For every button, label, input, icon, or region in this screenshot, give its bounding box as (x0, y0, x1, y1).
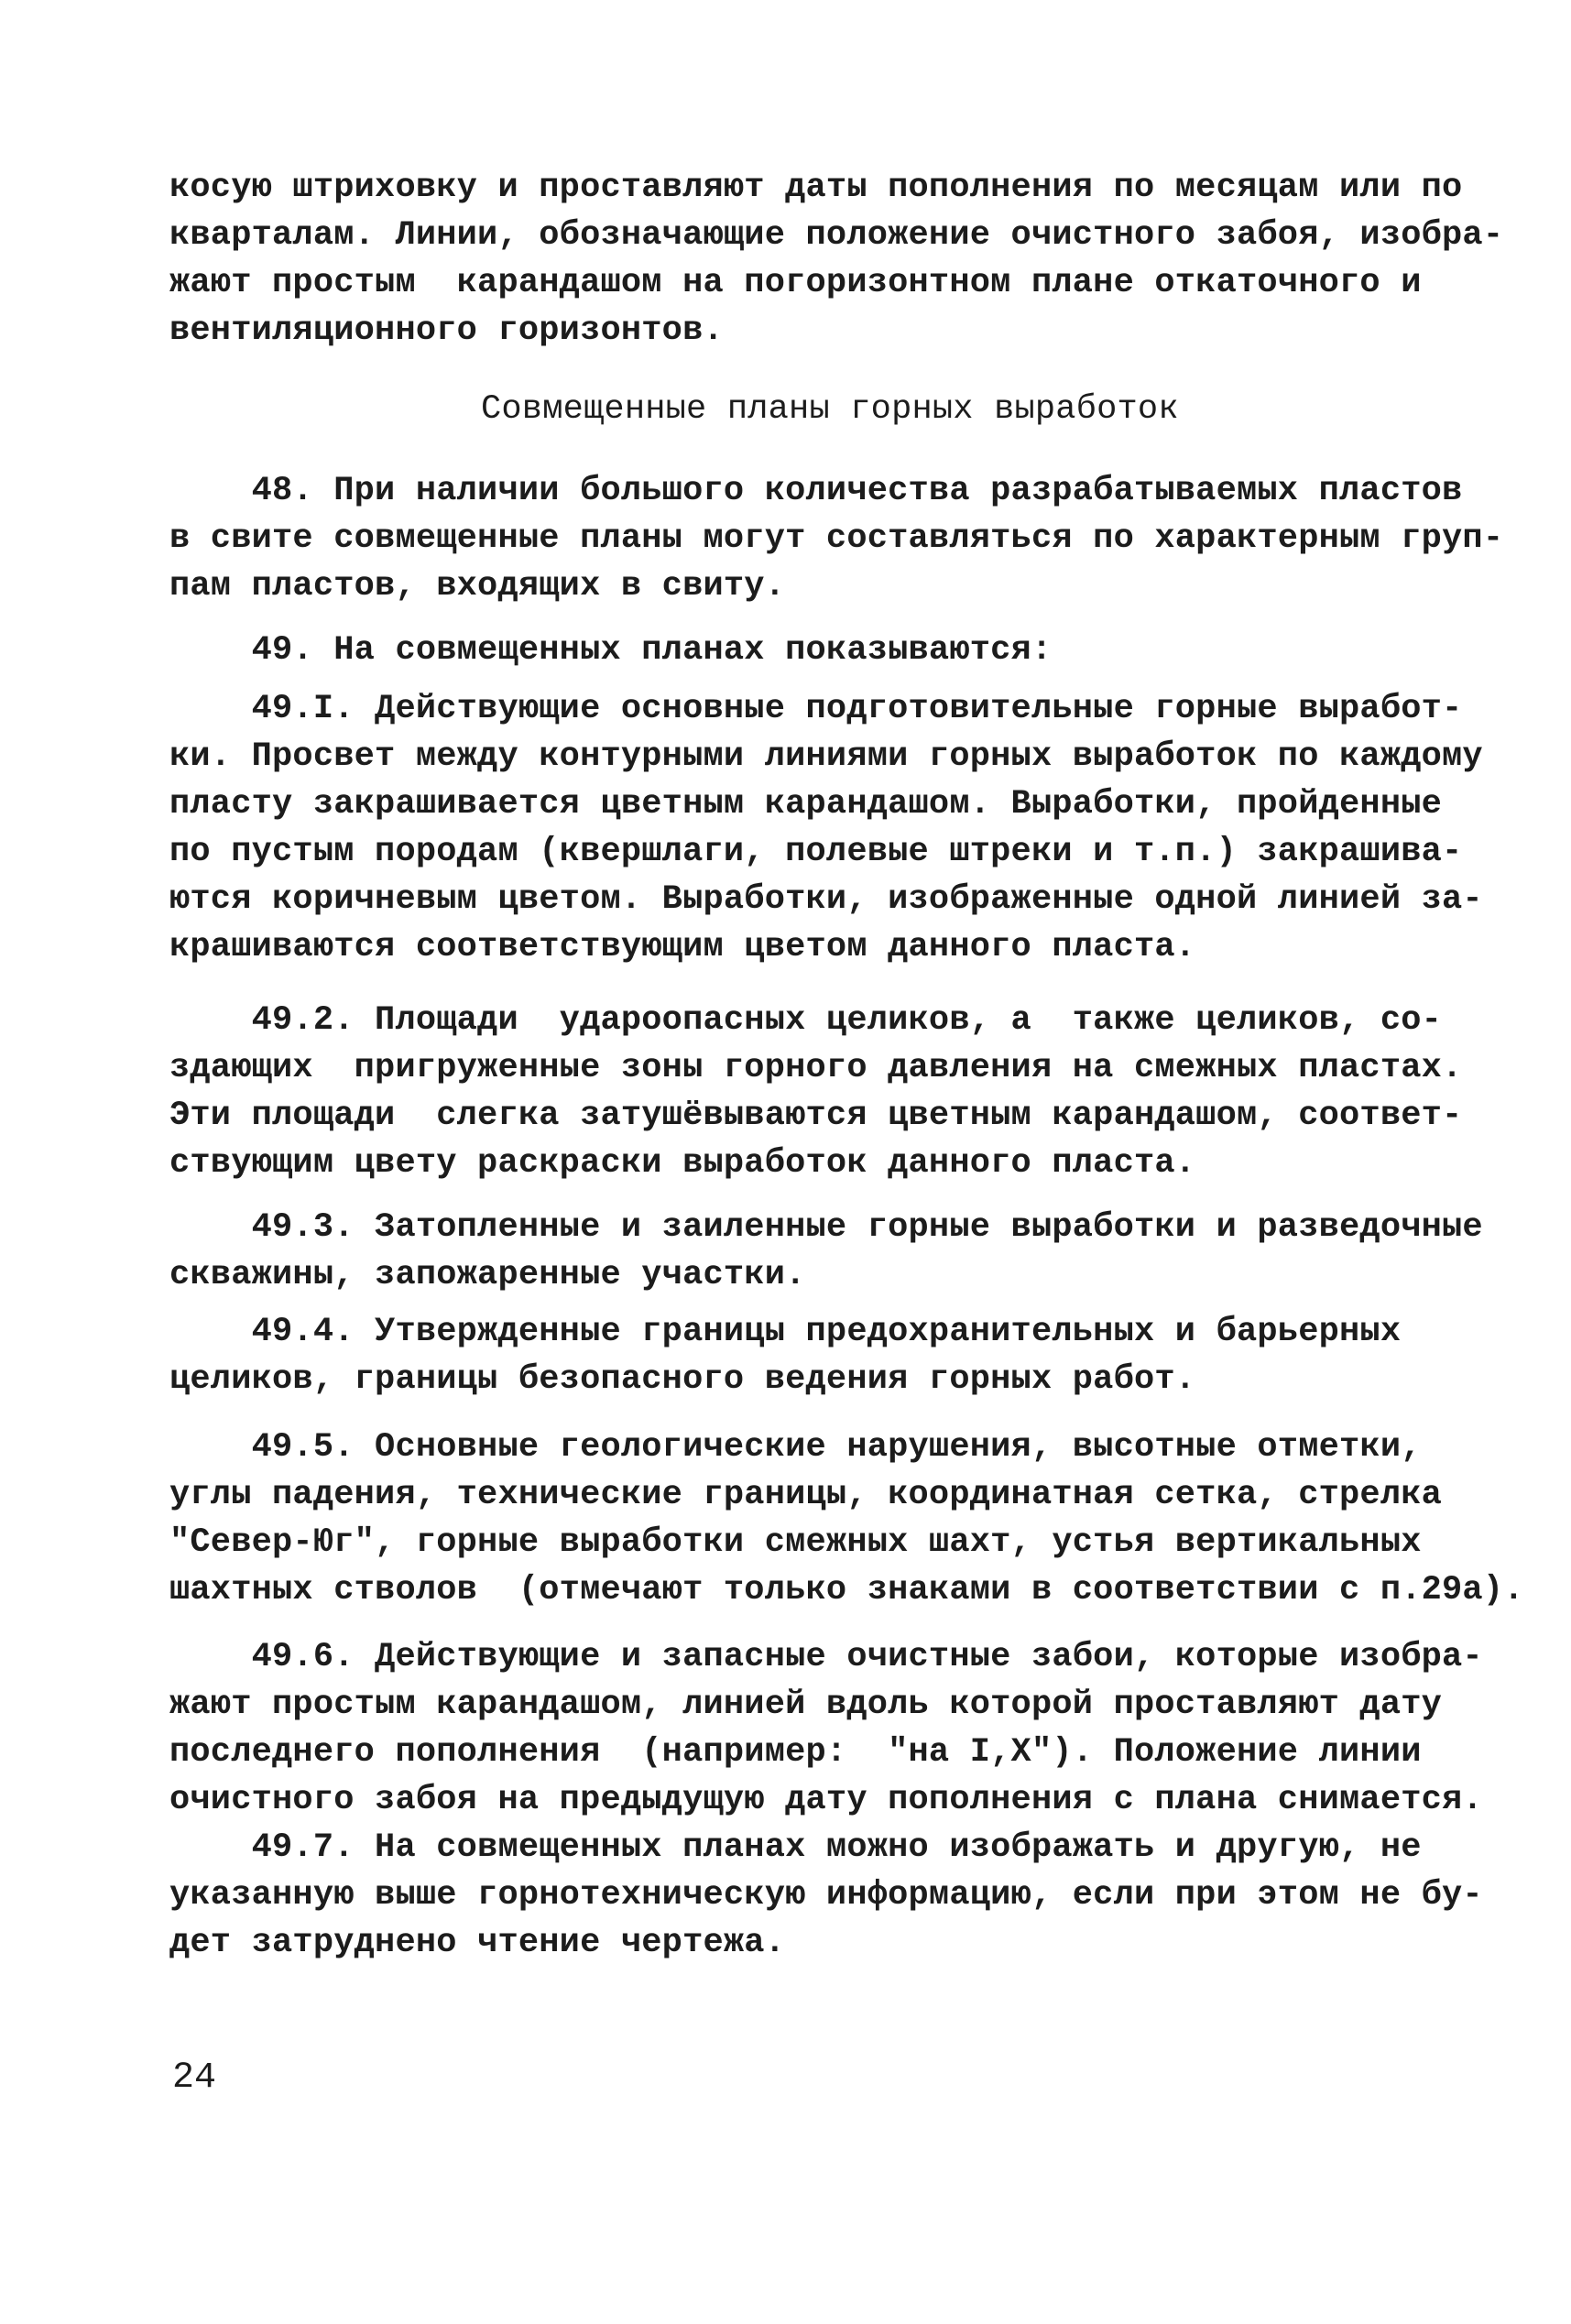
paragraph-49-5-line: углы падения, технические границы, координатная сетка, стрелка (169, 1476, 1443, 1514)
intro-paragraph-line: кварталам. Линии, обозначающие положение очистного забоя, изобра- (169, 216, 1504, 255)
paragraph-49-6-line: дет затруднено чтение чертежа. (169, 1924, 786, 1962)
section-title: Совмещенные планы горных выработок (481, 390, 1179, 429)
paragraph-49-1-line: 49.I. Действующие основные подготовительные горные выработ- (169, 690, 1463, 728)
paragraph-49-3-line: 49.3. Затопленные и заиленные горные выработки и разведочные (169, 1208, 1483, 1247)
page-number: 24 (172, 2057, 217, 2099)
paragraph-49-1-line: по пустым породам (квершлаги, полевые штреки и т.п.) закрашива- (169, 833, 1463, 871)
paragraph-49-5-line: шахтных стволов (отмечают только знаками в соответствии с п.29а). (169, 1571, 1524, 1609)
paragraph-48-line: пам пластов, входящих в свиту. (169, 567, 786, 606)
intro-paragraph-line: косую штриховку и проставляют даты пополнения по месяцам или по (169, 169, 1463, 207)
intro-paragraph-line: вентиляционного горизонтов. (169, 311, 724, 350)
paragraph-49-line: 49. На совмещенных планах показываются: (169, 631, 1053, 670)
paragraph-49-2-line: 49.2. Площади удароопасных целиков, а также целиков, со- (169, 1001, 1443, 1040)
paragraph-49-6-line: указанную выше горнотехническую информацию, если при этом не бу- (169, 1876, 1483, 1915)
paragraph-49-2-line: ствующим цвету раскраски выработок данного пласта. (169, 1144, 1196, 1183)
paragraph-49-4-line: 49.4. Утвержденные границы предохранительных и барьерных (169, 1313, 1402, 1351)
paragraph-49-1-line: крашиваются соответствующим цветом данного пласта. (169, 928, 1196, 966)
paragraph-49-2-line: здающих пригруженные зоны горного давления на смежных пластах. (169, 1049, 1463, 1087)
paragraph-49-6-line: 49.6. Действующие и запасные очистные забои, которые изобра- (169, 1638, 1483, 1676)
paragraph-48-line: в свите совмещенные планы могут составляться по характерным груп- (169, 519, 1504, 558)
paragraph-49-1-line: ки. Просвет между контурными линиями горных выработок по каждому (169, 737, 1483, 776)
paragraph-49-1-line: пласту закрашивается цветным карандашом. Выработки, пройденные (169, 785, 1443, 824)
paragraph-49-2-line: Эти площади слегка затушёвываются цветным карандашом, соответ- (169, 1097, 1463, 1135)
paragraph-49-3-line: скважины, запожаренные участки. (169, 1256, 806, 1294)
paragraph-49-1-line: ются коричневым цветом. Выработки, изображенные одной линией за- (169, 880, 1483, 919)
paragraph-49-6-line: очистного забоя на предыдущую дату пополнения с плана снимается. (169, 1781, 1483, 1819)
paragraph-49-4-line: целиков, границы безопасного ведения горных работ. (169, 1360, 1196, 1399)
intro-paragraph-line: жают простым карандашом на погоризонтном плане откаточного и (169, 264, 1422, 302)
paragraph-49-6-line: 49.7. На совмещенных планах можно изображать и другую, не (169, 1828, 1422, 1867)
paragraph-49-6-line: жают простым карандашом, линией вдоль которой проставляют дату (169, 1686, 1443, 1724)
paragraph-48-line: 48. При наличии большого количества разрабатываемых пластов (169, 472, 1463, 510)
paragraph-49-5-line: "Север-Юг", горные выработки смежных шахт, устья вертикальных (169, 1523, 1422, 1562)
paragraph-49-6-line: последнего пополнения (например: "на I,X"). Положение линии (169, 1733, 1422, 1772)
paragraph-49-5-line: 49.5. Основные геологические нарушения, высотные отметки, (169, 1428, 1422, 1467)
